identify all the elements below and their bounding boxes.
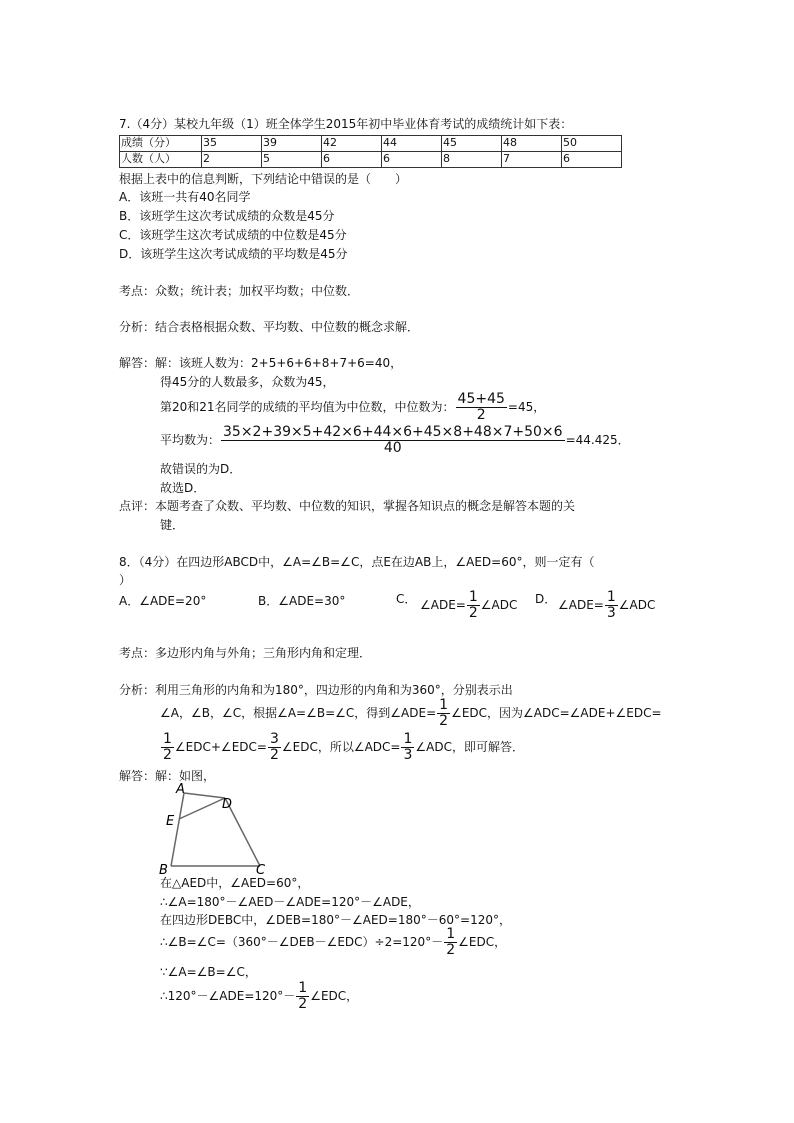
fraction-denominator: 3 [403, 747, 413, 763]
table-cell: 人数（人） [120, 152, 202, 168]
table-row [120, 152, 622, 168]
q7-stem: 根据上表中的信息判断，下列结论中错误的是（ ） [119, 172, 408, 186]
fraction-denominator: 2 [163, 747, 172, 763]
q7-answer-line2: 得45分的人数最多，众数为45， [160, 375, 335, 389]
median-result: =45， [507, 400, 546, 414]
table-cell: 42 [322, 136, 382, 152]
q7-answer-line6: 故选D． [160, 481, 206, 495]
q8-option-b: B．∠ADE=30° [258, 594, 346, 608]
option-text: ∠ADC [618, 598, 656, 612]
table-row [120, 136, 622, 152]
median-fraction [456, 392, 507, 423]
fraction-numerator: 1 [163, 731, 172, 747]
fraction-denominator: 3 [606, 605, 616, 621]
edge-ed [179, 798, 225, 819]
fenxi-fraction [268, 732, 281, 763]
q7-answer-line5: 故错误的为D． [160, 462, 242, 476]
mean-result: =44.425． [565, 433, 630, 447]
q8-step5: ∵∠A=∠B=∠C， [160, 965, 257, 979]
fraction-denominator: 2 [269, 747, 279, 763]
vertex-label-d: D [222, 797, 233, 812]
q8-step4 [160, 927, 506, 958]
q8-fenxi-line2 [160, 698, 662, 729]
option-text: ∠ADE= [420, 598, 466, 612]
table-cell: 6 [562, 152, 622, 168]
q7-option-d: D．该班学生这次考试成绩的平均数是45分 [119, 247, 348, 261]
q7-option-c: C．该班学生这次考试成绩的中位数是45分 [119, 228, 347, 242]
step-text: ∴120°－∠ADE=120°－ [160, 989, 296, 1003]
fraction-denominator: 2 [298, 996, 308, 1012]
table-cell: 39 [262, 136, 322, 152]
table-cell: 8 [442, 152, 502, 168]
mean-fraction [221, 425, 565, 456]
q8-option-c-label: C． [396, 592, 417, 606]
quadrilateral-figure [150, 782, 280, 877]
q8-option-c [420, 590, 517, 621]
fraction-numerator: 1 [606, 589, 616, 605]
table-cell: 48 [502, 136, 562, 152]
vertex-label-a: A [176, 782, 185, 797]
table-cell: 6 [322, 152, 382, 168]
step-text: ∴∠B=∠C=（360°－∠DEB－∠EDC）÷2=120°－ [160, 935, 444, 949]
q8-fenxi-line3 [160, 732, 524, 763]
q7-kaodian: 考点：众数；统计表；加权平均数；中位数． [119, 284, 360, 298]
fraction-numerator: 45+45 [457, 391, 505, 407]
q8-title: 8．（4分）在四边形ABCD中，∠A=∠B=∠C，点E在边AB上，∠AED=60°，则一定有（ [119, 555, 595, 569]
fraction-numerator: 1 [298, 980, 308, 996]
q8-jieda: 解答：解：如图， [119, 769, 216, 783]
fenxi-fraction [437, 698, 450, 729]
q7-answer-line4 [160, 425, 630, 456]
fraction-denominator: 2 [446, 942, 456, 958]
fraction-numerator: 1 [403, 731, 413, 747]
median-text: 第20和21名同学的成绩的平均值为中位数，中位数为： [160, 400, 455, 414]
fraction-denominator: 40 [383, 440, 402, 456]
fenxi-text: ∠EDC，所以∠ADC= [281, 740, 401, 754]
vertex-label-c: C [256, 863, 266, 877]
table-cell: 2 [202, 152, 262, 168]
fenxi-text: ∠EDC+∠EDC= [174, 740, 267, 754]
q7-dianping: 点评：本题考查了众数、平均数、中位数的知识，掌握各知识点的概念是解答本题的关 [119, 499, 576, 513]
table-cell: 35 [202, 136, 262, 152]
option-text: ∠ADC [480, 598, 518, 612]
fraction-numerator: 1 [468, 589, 478, 605]
q7-answer-line3 [160, 392, 545, 423]
step-fraction [444, 927, 457, 958]
fraction-numerator: 35×2+39×5+42×6+44×6+45×8+48×7+50×6 [223, 424, 563, 440]
fraction-numerator: 3 [269, 731, 279, 747]
table-cell: 7 [502, 152, 562, 168]
table-cell: 50 [562, 136, 622, 152]
score-table [119, 135, 622, 168]
fenxi-fraction [401, 732, 414, 763]
q7-dianping-cont: 键． [160, 518, 185, 532]
table-cell: 6 [382, 152, 442, 168]
vertex-label-e: E [166, 814, 175, 829]
q8-option-d-label: D． [535, 592, 557, 606]
option-fraction [605, 590, 618, 621]
table-cell: 44 [382, 136, 442, 152]
q7-option-a: A．该班一共有40名同学 [119, 190, 251, 204]
step-fraction [296, 981, 309, 1012]
q8-step1: 在△AED中，∠AED=60°， [160, 876, 310, 890]
fenxi-text: ∠ADC，即可解答． [415, 740, 524, 754]
edge-ad [184, 793, 225, 798]
q7-title: 7.（4分）某校九年级（1）班全体学生2015年初中毕业体育考试的成绩统计如下表： [119, 117, 573, 131]
mean-text: 平均数为： [160, 433, 221, 447]
option-fraction [467, 590, 480, 621]
fenxi-text: ∠EDC，因为∠ADC=∠ADE+∠EDC= [451, 706, 662, 720]
q8-title-cont: ） [119, 573, 132, 587]
option-text: ∠ADE= [558, 598, 604, 612]
table-cell: 5 [262, 152, 322, 168]
q8-step2: ∴∠A=180°－∠AED－∠ADE=120°－∠ADE， [160, 895, 420, 909]
q7-fenxi: 分析：结合表格根据众数、平均数、中位数的概念求解． [119, 320, 420, 334]
q7-option-b: B．该班学生这次考试成绩的众数是45分 [119, 209, 335, 223]
fraction-denominator: 2 [439, 713, 449, 729]
step-text: ∠EDC， [310, 989, 359, 1003]
fraction-numerator: 1 [439, 697, 449, 713]
fraction-denominator: 2 [468, 605, 478, 621]
q7-answer-line1: 解答：解：该班人数为：2+5+6+6+8+7+6=40， [119, 356, 403, 370]
step-text: ∠EDC， [458, 935, 507, 949]
q8-kaodian: 考点：多边形内角与外角；三角形内角和定理． [119, 646, 372, 660]
q8-option-a: A．∠ADE=20° [119, 594, 207, 608]
q8-step6 [160, 981, 358, 1012]
q8-option-d [558, 590, 655, 621]
table-cell: 45 [442, 136, 502, 152]
edge-ba [171, 793, 184, 866]
q8-fenxi: 分析：利用三角形的内角和为180°，四边形的内角和为360°，分别表示出 [119, 683, 513, 697]
fraction-numerator: 1 [446, 926, 456, 942]
fenxi-text: ∠A，∠B，∠C，根据∠A=∠B=∠C，得到∠ADE= [160, 706, 437, 720]
table-cell: 成绩（分） [120, 136, 202, 152]
vertex-label-b: B [159, 863, 168, 877]
q8-step3: 在四边形DEBC中，∠DEB=180°－∠AED=180°－60°=120°， [160, 913, 511, 927]
fraction-denominator: 2 [476, 407, 486, 423]
fenxi-fraction [161, 732, 174, 763]
